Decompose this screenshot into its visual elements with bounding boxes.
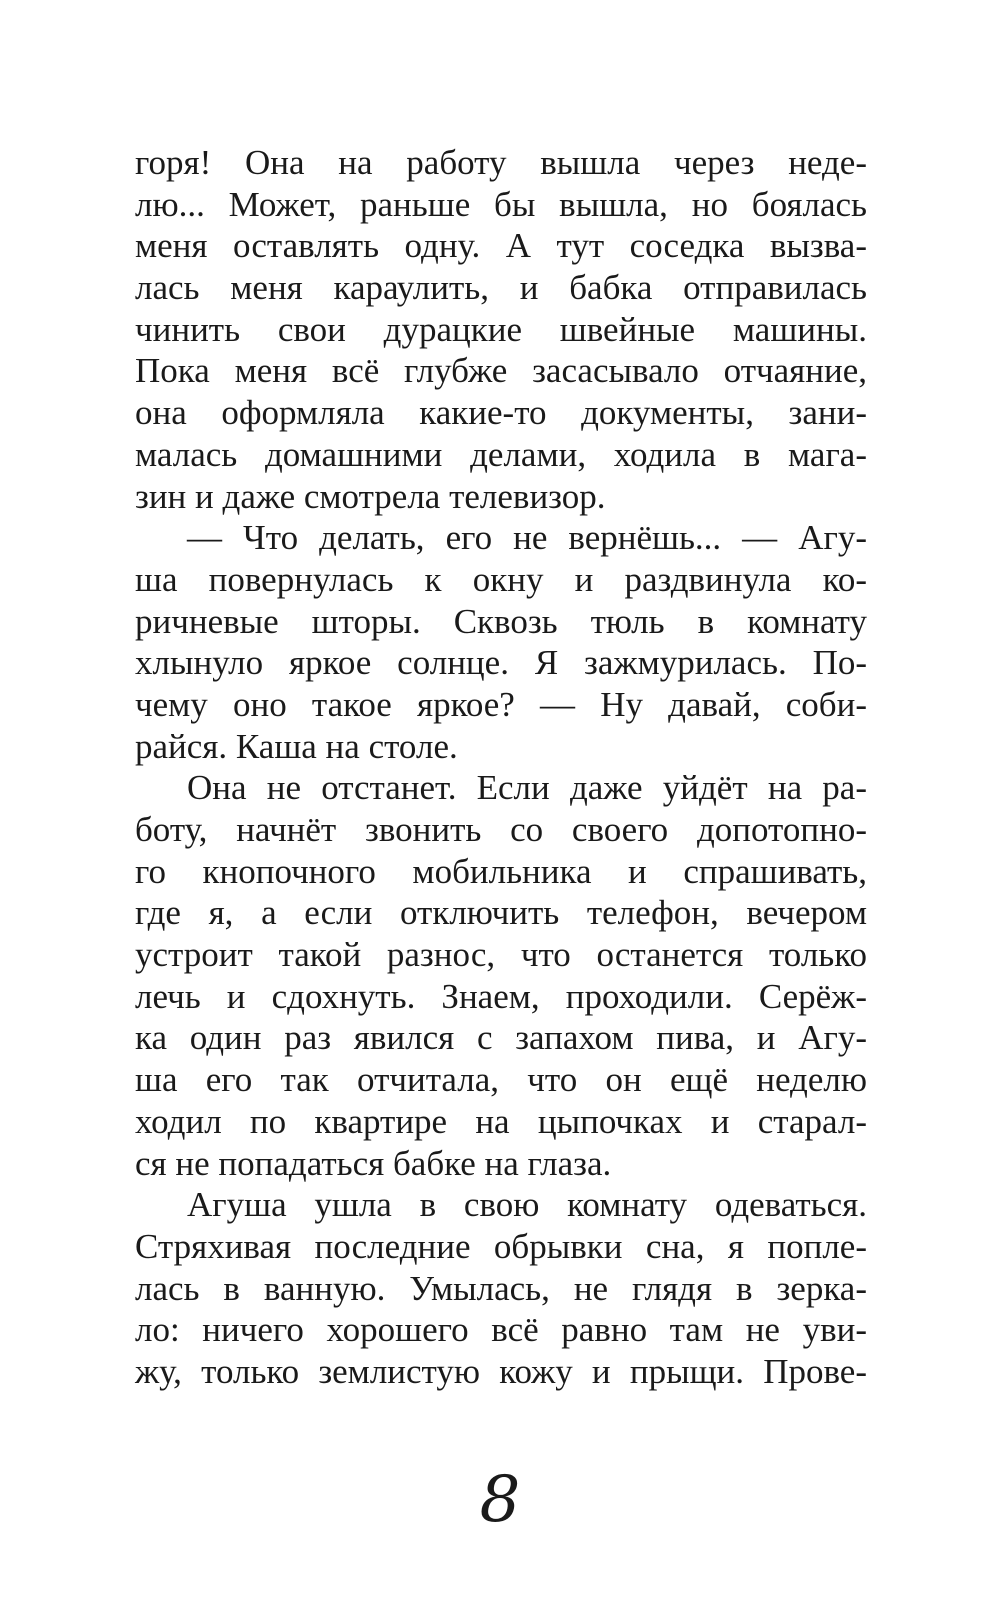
text-line: Пока меня всё глубже засасывало отчаяние, xyxy=(135,351,867,391)
text-line: меня оставлять одну. А тут соседка вызва- xyxy=(135,226,867,266)
paragraph xyxy=(135,767,867,1184)
paragraph xyxy=(135,1184,867,1392)
text-line: жу, только землистую кожу и прыщи. Прове- xyxy=(135,1351,867,1391)
text-line: лечь и сдохнуть. Знаем, проходили. Серёж- xyxy=(135,976,867,1016)
text-line: ся не попадаться бабке на глаза. xyxy=(135,1143,612,1183)
text-line: хлынуло яркое солнце. Я зажмурилась. По- xyxy=(135,643,867,683)
text-line: ричневые шторы. Сквозь тюль в комнату xyxy=(135,601,867,641)
text-line: она оформляла какие-то документы, зани- xyxy=(135,393,867,433)
text-line: Стряхивая последние обрывки сна, я попле- xyxy=(135,1226,867,1266)
text-line: лась в ванную. Умылась, не глядя в зерка- xyxy=(135,1268,867,1308)
page-text xyxy=(135,142,867,1393)
text-line: чинить свои дурацкие швейные машины. xyxy=(135,309,867,349)
text-line: Она не отстанет. Если даже уйдёт на ра- xyxy=(187,768,867,808)
text-line: ло: ничего хорошего всё равно там не уви- xyxy=(135,1310,867,1350)
text-line: лю... Может, раньше бы вышла, но боялась xyxy=(135,184,867,224)
text-line: зин и даже смотрела телевизор. xyxy=(135,476,606,516)
text-line: ша его так отчитала, что он ещё неделю xyxy=(135,1060,867,1100)
text-line: где я, а если отключить телефон, вечером xyxy=(135,893,867,933)
paragraph xyxy=(135,142,867,517)
page-number: 8 xyxy=(479,1463,521,1537)
text-line: ходил по квартире на цыпочках и старал- xyxy=(135,1101,867,1141)
text-line: малась домашними делами, ходила в мага- xyxy=(135,434,867,474)
text-line: устроит такой разнос, что останется только xyxy=(135,935,867,975)
text-line: райся. Каша на столе. xyxy=(135,726,458,766)
text-line: Агуша ушла в свою комнату одеваться. xyxy=(187,1185,867,1225)
paragraph xyxy=(135,517,867,767)
text-line: лась меня караулить, и бабка отправилась xyxy=(135,268,867,308)
text-line: — Что делать, его не вернёшь... — Агу- xyxy=(187,518,867,558)
text-line: ка один раз явился с запахом пива, и Агу- xyxy=(135,1018,867,1058)
text-line: ша повернулась к окну и раздвинула ко- xyxy=(135,559,867,599)
text-line: боту, начнёт звонить со своего допотопно- xyxy=(135,810,867,849)
text-line: горя! Она на работу вышла через неде- xyxy=(135,143,867,182)
text-line: го кнопочного мобильника и спрашивать, xyxy=(135,851,867,891)
text-line: чему оно такое яркое? — Ну давай, соби- xyxy=(135,684,867,724)
